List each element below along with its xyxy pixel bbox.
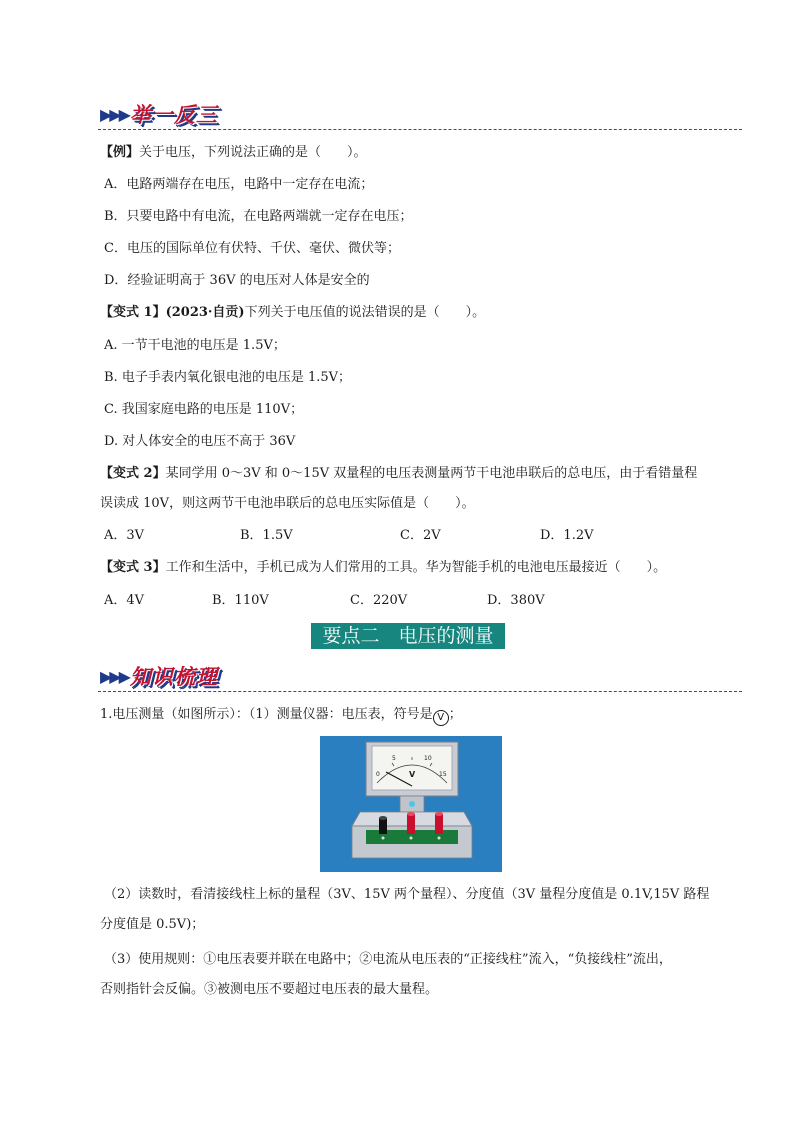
positive-terminal-15v — [435, 814, 443, 834]
section-divider — [98, 691, 742, 692]
zero-adjust-knob — [409, 801, 415, 807]
voltmeter-symbol-icon: V — [433, 710, 449, 726]
terminal-cap — [407, 812, 415, 816]
variant2-option-b: B．1.5V — [240, 528, 293, 543]
variant2-option-a: A．3V — [104, 528, 145, 543]
section-title-text: 举一反三 — [129, 103, 218, 127]
voltmeter-figure — [320, 736, 502, 872]
example-stem — [100, 144, 367, 162]
variant2-option-c: C．2V — [400, 528, 441, 543]
example-option-b: B．只要电路中有电流，在电路两端就一定存在电压； — [104, 209, 413, 224]
example-option-d: D．经验证明高于 36V 的电压对人体是安全的 — [104, 273, 370, 288]
variant2-stem-line1: 某同学用 0～3V 和 0～15V 双量程的电压表测量两节干电池串联后的总电压，由于看错量程 — [165, 466, 698, 481]
scale-label-5: 5 — [392, 755, 396, 762]
section-title-practice — [100, 102, 218, 128]
positive-terminal-3v — [407, 814, 415, 834]
usage-rule-line2: 否则指针会反偏。③被测电压不要超过电压表的最大量程。 — [100, 982, 439, 997]
terminal-cap — [379, 816, 387, 820]
negative-terminal — [379, 818, 387, 834]
measurement-intro — [100, 706, 462, 726]
key-point-heading: 要点二 电压的测量 — [311, 623, 505, 649]
variant3-option-b: B．110V — [212, 593, 269, 608]
variant1-option-b: B. 电子手表内氧化银电池的电压是 1.5V； — [104, 370, 352, 385]
example-option-c: C．电压的国际单位有伏特、千伏、毫伏、微伏等； — [104, 241, 400, 256]
triple-arrow-icon: ▶▶▶ — [100, 667, 128, 686]
dial-face — [372, 746, 452, 790]
variant2-option-d: D．1.2V — [540, 528, 594, 543]
variant1-option-c: C. 我国家庭电路的电压是 110V； — [104, 402, 304, 417]
variant3-option-d: D．380V — [487, 593, 545, 608]
measurement-intro-end: ； — [448, 707, 462, 722]
example-tag: 【例】 — [100, 145, 140, 160]
variant1-option-a: A. 一节干电池的电压是 1.5V； — [104, 338, 286, 353]
reading-rule-line1: （2）读数时，看清接线柱上标的量程（3V、15V 两个量程）、分度值（3V 量程分度值是 0.1V,15V 路程 — [104, 887, 710, 902]
variant3-option-c: C．220V — [350, 593, 408, 608]
example-stem-text: 关于电压，下列说法正确的是（ ）。 — [139, 145, 367, 160]
terminal-cap — [435, 812, 443, 816]
unit-label: V — [409, 770, 416, 779]
section-title-knowledge — [100, 664, 218, 690]
variant1-option-d: D. 对人体安全的电压不高于 36V — [104, 434, 296, 449]
variant3-stem — [100, 559, 666, 577]
variant3-option-a: A．4V — [104, 593, 145, 608]
section-divider — [98, 129, 742, 130]
variant1-tag: 【变式 1】(2023·自贡) — [100, 305, 245, 320]
terminal-screw — [438, 837, 441, 840]
scale-label-0: 0 — [376, 771, 380, 778]
triple-arrow-icon: ▶▶▶ — [100, 105, 128, 124]
variant3-stem-text: 工作和生活中，手机已成为人们常用的工具。华为智能手机的电池电压最接近（ ）。 — [165, 560, 667, 575]
terminal-screw — [382, 837, 385, 840]
scale-label-10: 10 — [424, 755, 432, 762]
usage-rule-line1: （3）使用规则：①电压表要并联在电路中；②电流从电压表的“正接线柱”流入，“负接线柱”流出， — [104, 952, 672, 967]
variant3-tag: 【变式 3】 — [100, 560, 166, 575]
terminal-screw — [410, 837, 413, 840]
section-title-text: 知识梳理 — [129, 665, 218, 689]
scale-label-15: 15 — [439, 771, 447, 778]
reading-rule-line2: 分度值是 0.5V)； — [100, 917, 205, 932]
variant2-stem — [100, 465, 697, 483]
example-option-a: A．电路两端存在电压，电路中一定存在电流； — [104, 177, 374, 192]
variant2-tag: 【变式 2】 — [100, 466, 166, 481]
variant2-stem-line2: 误读成 10V，则这两节干电池串联后的总电压实际值是（ ）。 — [100, 496, 475, 511]
measurement-intro-text: 1.电压测量（如图所示）：（1）测量仪器：电压表，符号是 — [100, 707, 433, 722]
variant1-stem-text: 下列关于电压值的说法错误的是（ ）。 — [244, 305, 486, 320]
variant1-stem — [100, 304, 485, 322]
